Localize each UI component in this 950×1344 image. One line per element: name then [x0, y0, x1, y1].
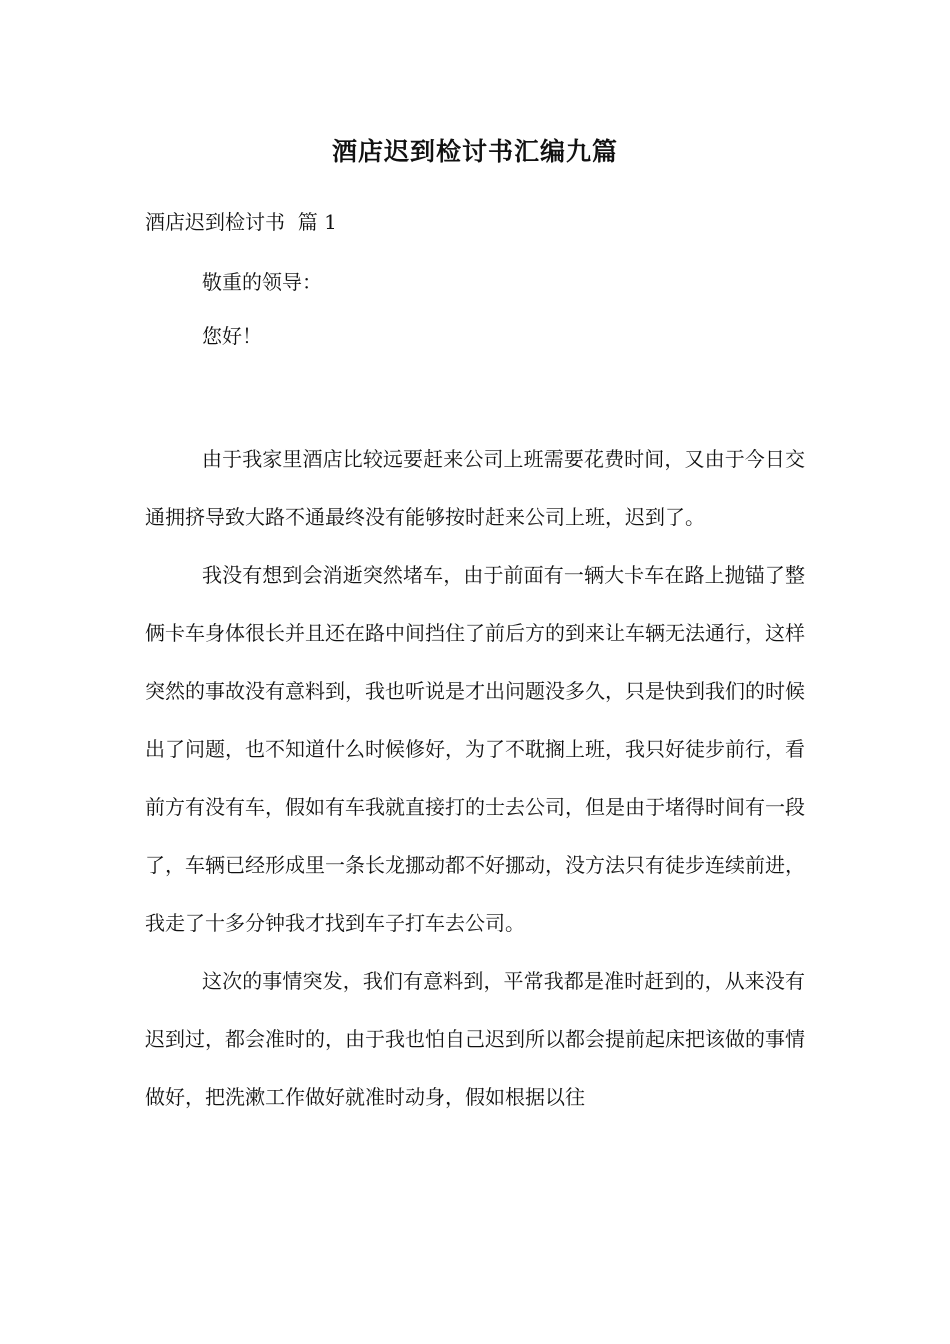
- paragraph-2: 我没有想到会消逝突然堵车，由于前面有一辆大卡车在路上抛锚了整俩卡车身体很长并且还在路中间挡住了前后方的到来让车辆无法通行，这样突然的事故没有意料到，我也听说是才出问题没多久，只是快到我们的时候出了问题，也不知道什么时候修好，为了不耽搁上班，我只好徒步前行，看前方有没有车，假如有车我就直接打的士去公司，但是由于堵得时间有一段了，车辆已经形成里一条长龙挪动都不好挪动，没方法只有徒步连续前进，我走了十多分钟我才找到车子打车去公司。: [145, 563, 805, 935]
- paragraph-1: 由于我家里酒店比较远要赶来公司上班需要花费时间，又由于今日交通拥挤导致大路不通最终没有能够按时赶来公司上班，迟到了。: [145, 447, 805, 529]
- paragraph-3: 这次的事情突发，我们有意料到，平常我都是准时赶到的，从来没有迟到过，都会准时的，由于我也怕自己迟到所以都会提前起床把该做的事情做好，把洗漱工作做好就准时动身，假如根据以往: [145, 969, 805, 1109]
- greeting-line: 敬重的领导：: [202, 270, 322, 294]
- body-text: [145, 430, 805, 1126]
- document-title: 酒店迟到检讨书汇编九篇: [331, 137, 618, 166]
- hello-line: 您好！: [202, 324, 262, 348]
- section-heading: 酒店迟到检讨书 篇 1: [145, 210, 337, 234]
